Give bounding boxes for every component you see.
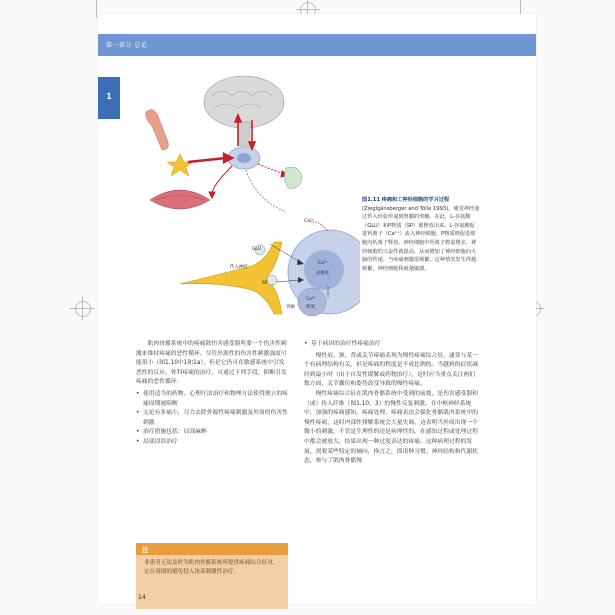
- figure-caption: [362, 196, 480, 273]
- list-item: • 使用适当的药物、心理疗法治疗和物理方法使得独立的疼痛周期被阻断: [136, 390, 288, 409]
- note-text: 非患者无法及时为肌肉骨骼系统所提供疼痛综合征对，定在周围的避免侵入该部刺激性治疗。: [144, 560, 279, 576]
- right-list: [304, 340, 480, 350]
- caption-body: (Zieglgänsberger and Tölle 1993)。痛觉神经通过传入经验传递到脊髓的突触。在此，L-谷氨酸（GLU）和P物质（SP）被释放出来。L-谷氨酸促进钙离子（Ca²⁺）流入神经细胞，P物质则促进细胞内钙离子释放。神经细胞中钙离子数量增多，神经细胞的兴奋性就提高，从而增加了神经细胞向大脑的传递。当疼痛刺激很频繁，这种情况发生得越频繁，神经细胞和就越敏感。: [362, 205, 480, 272]
- efferent-arrows: [209, 164, 288, 198]
- list-item: • 局部浸浴治疗: [136, 438, 288, 448]
- label-glu: GLU: [252, 247, 261, 252]
- organ-illustration: [284, 167, 302, 188]
- stimulus-star: [167, 154, 193, 176]
- label-release: 释放: [306, 305, 315, 310]
- label-afferent: 传入神经: [230, 265, 248, 270]
- right-paragraph-2: 慢性疼痛综合征在肌肉骨骼系统中受到的前提，是伤害感受器和（或）传入纤维（图1.10，3）的慢性反复刺激。在中枢神经系统中，加强的疼痛感知，疼痛处理，疼痛表达会强化骨骼肌肉系统中的慢性疼痛，这时内部性排解系统会大量失调。这表明当外周出现一个微小的刺激，不管是生理性的还是病理性的，在感知过程或处理过程中都会被放大，结果出现一种过度表达的疼痛。这种病理过程的发展，需要某些特定的倾向，换言之，即诸种习惯、神经结构和代谢状态，参与了肌肉骨骼慢: [304, 390, 478, 465]
- right-column: [304, 340, 480, 467]
- chapter-number: 1: [106, 92, 112, 101]
- caption-label: 图1.11: [362, 197, 380, 203]
- right-paragraph-1: 慢性肩、颈、背或关节疼痛表现为慢性疼痛综合征，通常与某一个有病理结构有关，但是疼痛的程度是不成比例的。当越到的症状减轻到最小时（由于自发性缓解或药物治疗），这时应当重点关注两们数方面，关节囊位和姿势改变导致的慢性疼痛。: [304, 352, 478, 388]
- afferent-pathway: [188, 154, 232, 162]
- registration-mark-left-middle: [70, 296, 94, 320]
- zoom-arrow: [246, 170, 286, 212]
- list-item: • 无论有多痛小，尽力去除外源性疼痛刺激及外周的伤害性刺激: [136, 409, 288, 428]
- running-title: 第一部分 总论: [106, 42, 148, 49]
- left-intro-paragraph: 肌肉骨骼系统中的疼痛除伤害感受器所要一个伤害性刺激来维持疼痛的恶性循环。尽管外源性的伤害性刺激强度可能很小（图1.10中1和1a），但是它仍可在敏感系统中引发恶性的反应。骨科疼痛的治疗，可通过下列手段，阻断引发疼痛的恶性循环：: [136, 341, 287, 386]
- muscle-illustration: [150, 190, 210, 209]
- label-ca-in: Ca²⁺: [318, 261, 328, 266]
- synapse-detail: [180, 222, 360, 316]
- left-column: [136, 340, 288, 448]
- list-item: • 治疗措施包括：局部麻醉: [136, 428, 288, 438]
- note-heading: 注: [142, 546, 149, 554]
- caption-title: 疼痛和工神经细胞的学习过程: [381, 197, 450, 203]
- treatment-list: [136, 390, 288, 448]
- hand-illustration: [146, 110, 169, 150]
- label-sp: SP: [262, 281, 268, 286]
- label-ca-top: Ca²⁺: [304, 219, 314, 224]
- running-header: [98, 34, 536, 56]
- figure-pain-learning-diagram: [140, 72, 360, 327]
- chapter-tab: [98, 77, 120, 119]
- page-number: 14: [138, 594, 146, 601]
- list-item: • 基于病因的治疗性疼痛治疗: [304, 340, 480, 350]
- label-depol: 去极化: [316, 271, 330, 276]
- note-box: [136, 543, 288, 609]
- label-ca-store: Ca²⁺: [306, 297, 316, 302]
- label-synapse: 突触: [286, 305, 295, 310]
- note-header: [136, 543, 288, 555]
- brain-illustration: [204, 76, 284, 146]
